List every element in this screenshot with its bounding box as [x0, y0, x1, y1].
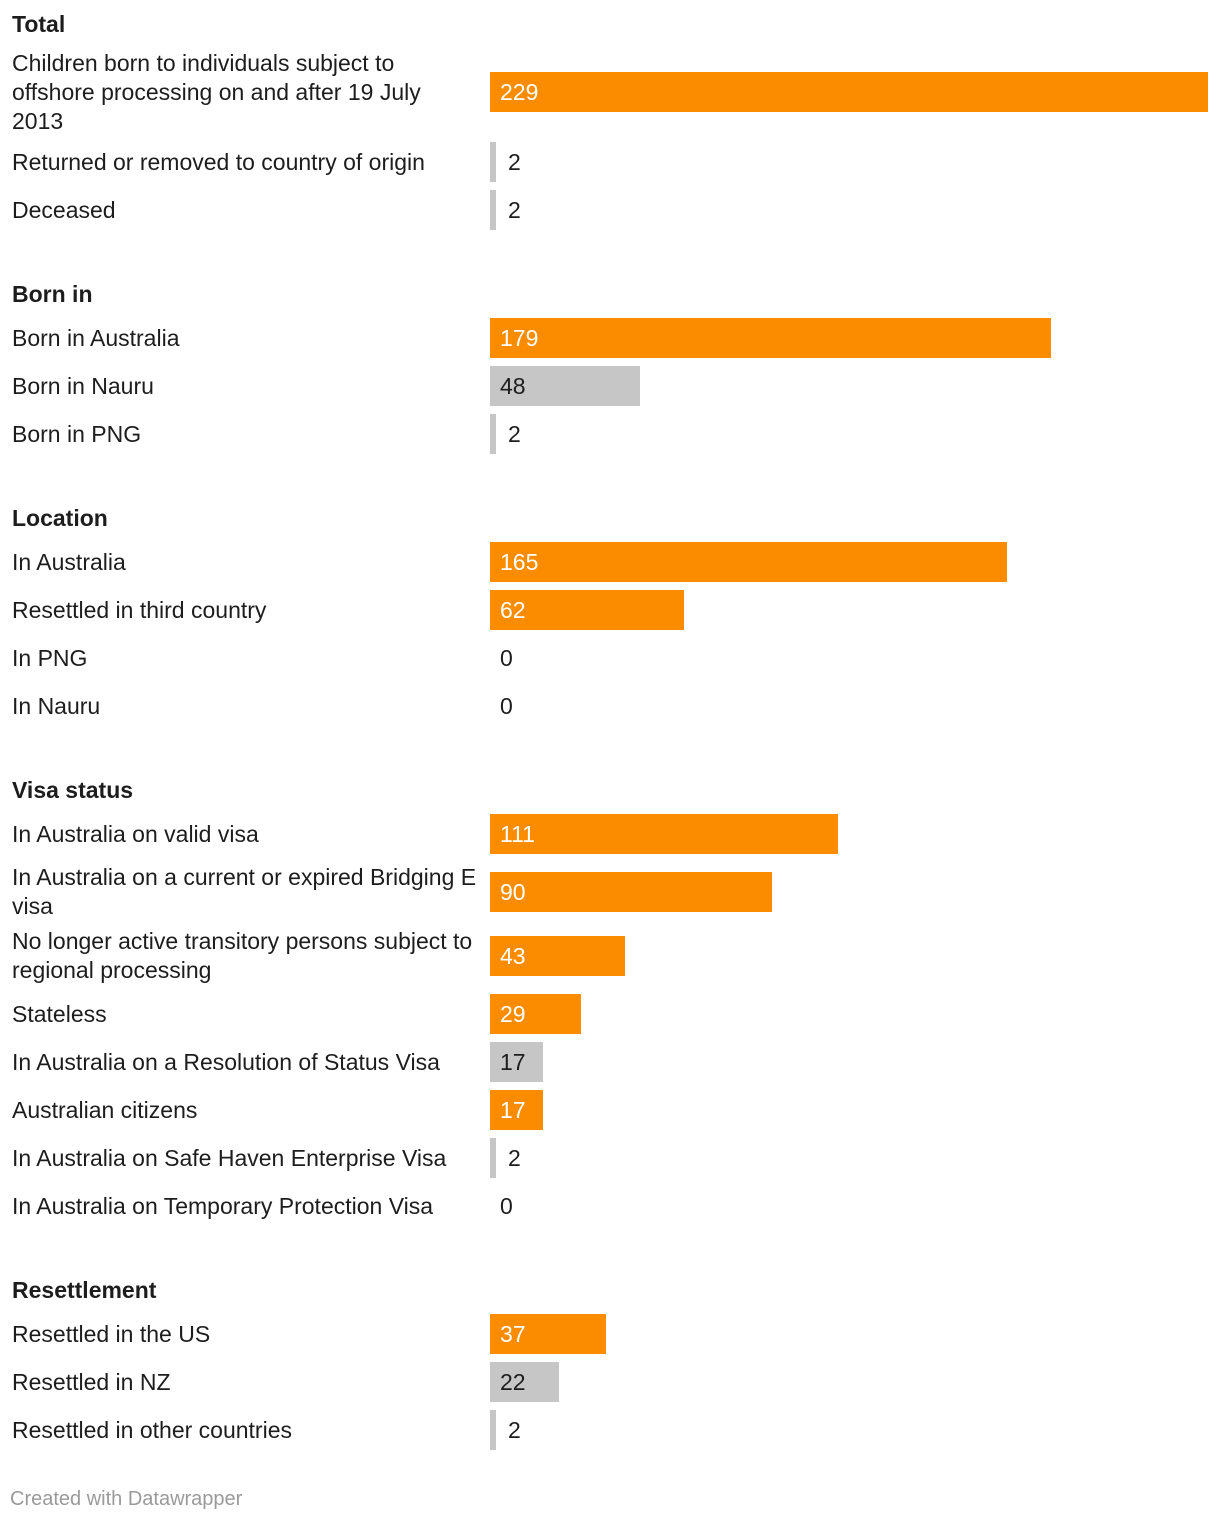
row-label: In Australia on Temporary Protection Visa: [12, 1192, 434, 1219]
group-title-resettlement: Resettlement: [12, 1277, 157, 1303]
bar: [490, 72, 1208, 112]
group-title-visa-status: Visa status: [12, 777, 134, 803]
bar: [490, 872, 772, 912]
group-title-born-in: Born in: [12, 281, 93, 307]
bar-value-label: 62: [500, 597, 526, 623]
row-label: Born in Australia: [12, 324, 180, 351]
bar: [490, 542, 1007, 582]
row-label: Resettled in other countries: [12, 1416, 292, 1443]
bar-value-label: 165: [500, 549, 539, 575]
bar-value-label: 90: [500, 879, 526, 905]
bar-value-label: 2: [508, 1417, 521, 1443]
row-label: Deceased: [12, 196, 116, 223]
group-title-total: Total: [12, 11, 66, 37]
row-label: Returned or removed to country of origin: [12, 148, 425, 175]
bar-value-label: 29: [500, 1001, 526, 1027]
row-label: In PNG: [12, 644, 88, 671]
row-label: Australian citizens: [12, 1096, 198, 1123]
row-label: In Australia on a current or expired Bridging E visa: [12, 864, 477, 919]
bar: [490, 1138, 496, 1178]
row-label: Resettled in NZ: [12, 1368, 171, 1395]
row-label: In Australia on valid visa: [12, 820, 259, 847]
bar-value-label: 17: [500, 1097, 526, 1123]
bar-value-label: 0: [500, 645, 513, 671]
bar-value-label: 22: [500, 1369, 526, 1395]
bar: [490, 318, 1051, 358]
row-label: Resettled in third country: [12, 596, 267, 623]
bar: [490, 814, 838, 854]
bar: [490, 1410, 496, 1450]
row-label: In Nauru: [12, 692, 101, 719]
row-label: Resettled in the US: [12, 1320, 211, 1347]
row-label: Born in Nauru: [12, 372, 154, 399]
bar-value-label: 229: [500, 79, 539, 105]
row-label: In Australia on Safe Haven Enterprise Visa: [12, 1144, 447, 1171]
bar-value-label: 48: [500, 373, 526, 399]
row-label: Born in PNG: [12, 420, 142, 447]
bar-value-label: 2: [508, 197, 521, 223]
row-label: In Australia: [12, 548, 126, 575]
bar: [490, 414, 496, 454]
bar: [490, 190, 496, 230]
row-label: In Australia on a Resolution of Status Visa: [12, 1048, 440, 1075]
bar-value-label: 0: [500, 693, 513, 719]
bar: [490, 142, 496, 182]
datawrapper-credit: Created with Datawrapper: [10, 1488, 243, 1510]
bar-value-label: 179: [500, 325, 539, 351]
bar-value-label: 2: [508, 149, 521, 175]
bar-value-label: 2: [508, 421, 521, 447]
row-label: Stateless: [12, 1000, 107, 1027]
bar-value-label: 43: [500, 943, 526, 969]
group-title-location: Location: [12, 505, 108, 531]
row-label: No longer active transitory persons subject to regional processing: [12, 928, 473, 983]
bar-value-label: 37: [500, 1321, 526, 1347]
bar-value-label: 2: [508, 1145, 521, 1171]
bar-value-label: 111: [500, 821, 535, 847]
row-label: Children born to individuals subject to offshore processing on and after 19 July 2013: [12, 49, 421, 134]
bar-value-label: 0: [500, 1193, 513, 1219]
bar-value-label: 17: [500, 1049, 526, 1075]
